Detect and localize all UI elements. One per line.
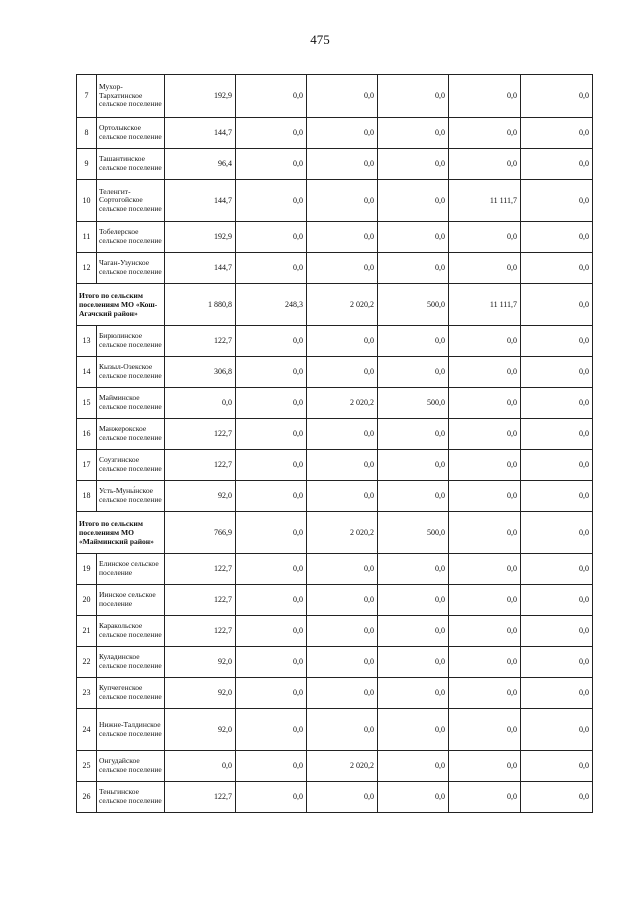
- amount-cell: 0,0: [521, 149, 593, 180]
- table-row: [77, 222, 593, 253]
- amount-cell: 0,0: [236, 222, 307, 253]
- table-row: [77, 180, 593, 222]
- table-row: [77, 419, 593, 450]
- amount-cell: 122,7: [165, 419, 236, 450]
- table-row: [77, 554, 593, 585]
- amount-cell: 0,0: [307, 647, 378, 678]
- table-row: [77, 253, 593, 284]
- amount-cell: 0,0: [378, 751, 449, 782]
- settlement-name: Ортолыкское сельское поселение: [97, 118, 165, 149]
- amount-cell: 0,0: [307, 149, 378, 180]
- table-row: [77, 647, 593, 678]
- settlement-name: Бирюлинское сельское поселение: [97, 326, 165, 357]
- amount-cell: 122,7: [165, 326, 236, 357]
- settlement-name: Усть-Муны́нское сельское поселение: [97, 481, 165, 512]
- amount-cell: 2 020,2: [307, 284, 378, 326]
- amount-cell: 0,0: [521, 647, 593, 678]
- amount-cell: 0,0: [521, 284, 593, 326]
- settlement-name: Купчегенское сельское поселение: [97, 678, 165, 709]
- amount-cell: 0,0: [307, 554, 378, 585]
- amount-cell: 0,0: [449, 481, 521, 512]
- row-number: 9: [77, 149, 97, 180]
- row-number: 21: [77, 616, 97, 647]
- amount-cell: 122,7: [165, 782, 236, 813]
- amount-cell: 0,0: [521, 388, 593, 419]
- amount-cell: 0,0: [307, 222, 378, 253]
- amount-cell: 0,0: [378, 118, 449, 149]
- row-number: 7: [77, 75, 97, 118]
- settlement-name: Теньгинское сельское поселение: [97, 782, 165, 813]
- amount-cell: 0,0: [165, 751, 236, 782]
- settlement-name: Мухор-Тархатинское сельское поселение: [97, 75, 165, 118]
- amount-cell: 0,0: [378, 782, 449, 813]
- row-number: 26: [77, 782, 97, 813]
- amount-cell: 0,0: [236, 357, 307, 388]
- amount-cell: 2 020,2: [307, 751, 378, 782]
- amount-cell: 0,0: [378, 149, 449, 180]
- amount-cell: 0,0: [378, 709, 449, 751]
- row-number: 15: [77, 388, 97, 419]
- table-row: [77, 481, 593, 512]
- amount-cell: 0,0: [307, 678, 378, 709]
- table-row: [77, 585, 593, 616]
- amount-cell: 96,4: [165, 149, 236, 180]
- amount-cell: 0,0: [521, 554, 593, 585]
- amount-cell: 0,0: [236, 326, 307, 357]
- settlement-name: Кызыл-Озекское сельское поселение: [97, 357, 165, 388]
- amount-cell: 0,0: [449, 585, 521, 616]
- amount-cell: 0,0: [236, 481, 307, 512]
- amount-cell: 0,0: [236, 149, 307, 180]
- amount-cell: 192,9: [165, 222, 236, 253]
- settlement-name: Онгудайское сельское поселение: [97, 751, 165, 782]
- amount-cell: 92,0: [165, 709, 236, 751]
- amount-cell: 0,0: [449, 419, 521, 450]
- row-number: 19: [77, 554, 97, 585]
- amount-cell: 0,0: [521, 709, 593, 751]
- amount-cell: 0,0: [378, 554, 449, 585]
- amount-cell: 0,0: [307, 782, 378, 813]
- amount-cell: 0,0: [378, 450, 449, 481]
- settlement-name: Чаган-Узунское сельское поселение: [97, 253, 165, 284]
- amount-cell: 0,0: [521, 180, 593, 222]
- amount-cell: 0,0: [449, 554, 521, 585]
- amount-cell: 92,0: [165, 678, 236, 709]
- amount-cell: 0,0: [449, 326, 521, 357]
- row-number: 8: [77, 118, 97, 149]
- total-label: Итого по сельским поселениям МО «Кош-Агачский район»: [77, 284, 165, 326]
- table-row: [77, 326, 593, 357]
- amount-cell: 0,0: [449, 647, 521, 678]
- amount-cell: 0,0: [236, 253, 307, 284]
- amount-cell: 11 111,7: [449, 180, 521, 222]
- amount-cell: 0,0: [236, 678, 307, 709]
- amount-cell: 0,0: [307, 357, 378, 388]
- amount-cell: 122,7: [165, 554, 236, 585]
- row-number: 16: [77, 419, 97, 450]
- amount-cell: 0,0: [521, 616, 593, 647]
- amount-cell: 0,0: [378, 253, 449, 284]
- amount-cell: 2 020,2: [307, 388, 378, 419]
- amount-cell: 0,0: [236, 782, 307, 813]
- amount-cell: 0,0: [521, 678, 593, 709]
- amount-cell: 122,7: [165, 616, 236, 647]
- amount-cell: 0,0: [449, 782, 521, 813]
- amount-cell: 0,0: [378, 481, 449, 512]
- settlement-name: Каракольское сельское поселение: [97, 616, 165, 647]
- amount-cell: 0,0: [236, 585, 307, 616]
- amount-cell: 0,0: [521, 118, 593, 149]
- amount-cell: 0,0: [521, 585, 593, 616]
- amount-cell: 500,0: [378, 284, 449, 326]
- table-row: [77, 450, 593, 481]
- amount-cell: 0,0: [449, 709, 521, 751]
- amount-cell: 0,0: [378, 616, 449, 647]
- table-row: [77, 357, 593, 388]
- amount-cell: 92,0: [165, 481, 236, 512]
- row-number: 20: [77, 585, 97, 616]
- table-row: [77, 149, 593, 180]
- amount-cell: 144,7: [165, 118, 236, 149]
- amount-cell: 92,0: [165, 647, 236, 678]
- settlement-name: Иинское сельское поселение: [97, 585, 165, 616]
- amount-cell: 0,0: [307, 75, 378, 118]
- amount-cell: 0,0: [236, 118, 307, 149]
- amount-cell: 144,7: [165, 253, 236, 284]
- settlement-name: Тобелерское сельское поселение: [97, 222, 165, 253]
- amount-cell: 0,0: [236, 616, 307, 647]
- settlement-name: Теленгит-Сортогойское сельское поселение: [97, 180, 165, 222]
- amount-cell: 0,0: [378, 585, 449, 616]
- settlement-name: Куладинское сельское поселение: [97, 647, 165, 678]
- amount-cell: 0,0: [521, 326, 593, 357]
- settlement-name: Нижне-Талдинское сельское поселение: [97, 709, 165, 751]
- amount-cell: 1 880,8: [165, 284, 236, 326]
- amount-cell: 248,3: [236, 284, 307, 326]
- table-row: [77, 118, 593, 149]
- amount-cell: 0,0: [307, 419, 378, 450]
- amount-cell: 0,0: [307, 709, 378, 751]
- amount-cell: 0,0: [521, 222, 593, 253]
- amount-cell: 0,0: [449, 75, 521, 118]
- budget-table: [76, 74, 593, 813]
- amount-cell: 0,0: [236, 709, 307, 751]
- page-number: 475: [310, 32, 330, 47]
- amount-cell: 0,0: [521, 75, 593, 118]
- amount-cell: 0,0: [449, 751, 521, 782]
- amount-cell: 0,0: [521, 751, 593, 782]
- row-number: 13: [77, 326, 97, 357]
- settlement-name: Ташантинское сельское поселение: [97, 149, 165, 180]
- table-body: [77, 75, 593, 813]
- amount-cell: 0,0: [449, 678, 521, 709]
- amount-cell: 0,0: [307, 253, 378, 284]
- amount-cell: 0,0: [521, 450, 593, 481]
- settlement-name: Майминское сельское поселение: [97, 388, 165, 419]
- amount-cell: 122,7: [165, 450, 236, 481]
- amount-cell: 0,0: [236, 75, 307, 118]
- amount-cell: 0,0: [307, 180, 378, 222]
- amount-cell: 0,0: [236, 388, 307, 419]
- row-number: 14: [77, 357, 97, 388]
- total-row: [77, 512, 593, 554]
- row-number: 18: [77, 481, 97, 512]
- amount-cell: 0,0: [521, 419, 593, 450]
- amount-cell: 0,0: [378, 647, 449, 678]
- amount-cell: 144,7: [165, 180, 236, 222]
- amount-cell: 192,9: [165, 75, 236, 118]
- amount-cell: 0,0: [449, 222, 521, 253]
- amount-cell: 0,0: [378, 75, 449, 118]
- amount-cell: 0,0: [236, 751, 307, 782]
- amount-cell: 0,0: [378, 678, 449, 709]
- row-number: 25: [77, 751, 97, 782]
- total-label: Итого по сельским поселениям МО «Майминский район»: [77, 512, 165, 554]
- amount-cell: 122,7: [165, 585, 236, 616]
- row-number: 11: [77, 222, 97, 253]
- settlement-name: Соузгинское сельское поселение: [97, 450, 165, 481]
- settlement-name: Манжерокское сельское поселение: [97, 419, 165, 450]
- amount-cell: 0,0: [521, 481, 593, 512]
- amount-cell: 0,0: [521, 782, 593, 813]
- amount-cell: 306,8: [165, 357, 236, 388]
- amount-cell: 0,0: [449, 450, 521, 481]
- row-number: 17: [77, 450, 97, 481]
- amount-cell: 0,0: [449, 118, 521, 149]
- table-row: [77, 388, 593, 419]
- total-row: [77, 284, 593, 326]
- amount-cell: 0,0: [307, 118, 378, 149]
- amount-cell: 0,0: [378, 357, 449, 388]
- amount-cell: 766,9: [165, 512, 236, 554]
- amount-cell: 0,0: [236, 419, 307, 450]
- table-row: [77, 709, 593, 751]
- amount-cell: 0,0: [521, 512, 593, 554]
- amount-cell: 0,0: [307, 326, 378, 357]
- amount-cell: 0,0: [307, 481, 378, 512]
- amount-cell: 2 020,2: [307, 512, 378, 554]
- amount-cell: 0,0: [378, 419, 449, 450]
- amount-cell: 0,0: [449, 616, 521, 647]
- amount-cell: 0,0: [449, 253, 521, 284]
- amount-cell: 0,0: [449, 149, 521, 180]
- table-row: [77, 678, 593, 709]
- row-number: 12: [77, 253, 97, 284]
- amount-cell: 0,0: [307, 450, 378, 481]
- table-row: [77, 616, 593, 647]
- row-number: 10: [77, 180, 97, 222]
- table-row: [77, 75, 593, 118]
- amount-cell: 0,0: [521, 253, 593, 284]
- amount-cell: 0,0: [236, 512, 307, 554]
- amount-cell: 0,0: [449, 512, 521, 554]
- amount-cell: 500,0: [378, 388, 449, 419]
- amount-cell: 0,0: [521, 357, 593, 388]
- amount-cell: 0,0: [307, 616, 378, 647]
- amount-cell: 0,0: [165, 388, 236, 419]
- amount-cell: 0,0: [449, 357, 521, 388]
- table-row: [77, 751, 593, 782]
- amount-cell: 11 111,7: [449, 284, 521, 326]
- table-row: [77, 782, 593, 813]
- amount-cell: 0,0: [378, 180, 449, 222]
- amount-cell: 0,0: [236, 180, 307, 222]
- amount-cell: 0,0: [378, 222, 449, 253]
- amount-cell: 0,0: [449, 388, 521, 419]
- amount-cell: 0,0: [236, 554, 307, 585]
- amount-cell: 0,0: [236, 450, 307, 481]
- row-number: 24: [77, 709, 97, 751]
- row-number: 22: [77, 647, 97, 678]
- amount-cell: 0,0: [236, 647, 307, 678]
- settlement-name: Елинское сельское поселение: [97, 554, 165, 585]
- amount-cell: 0,0: [307, 585, 378, 616]
- amount-cell: 500,0: [378, 512, 449, 554]
- row-number: 23: [77, 678, 97, 709]
- amount-cell: 0,0: [378, 326, 449, 357]
